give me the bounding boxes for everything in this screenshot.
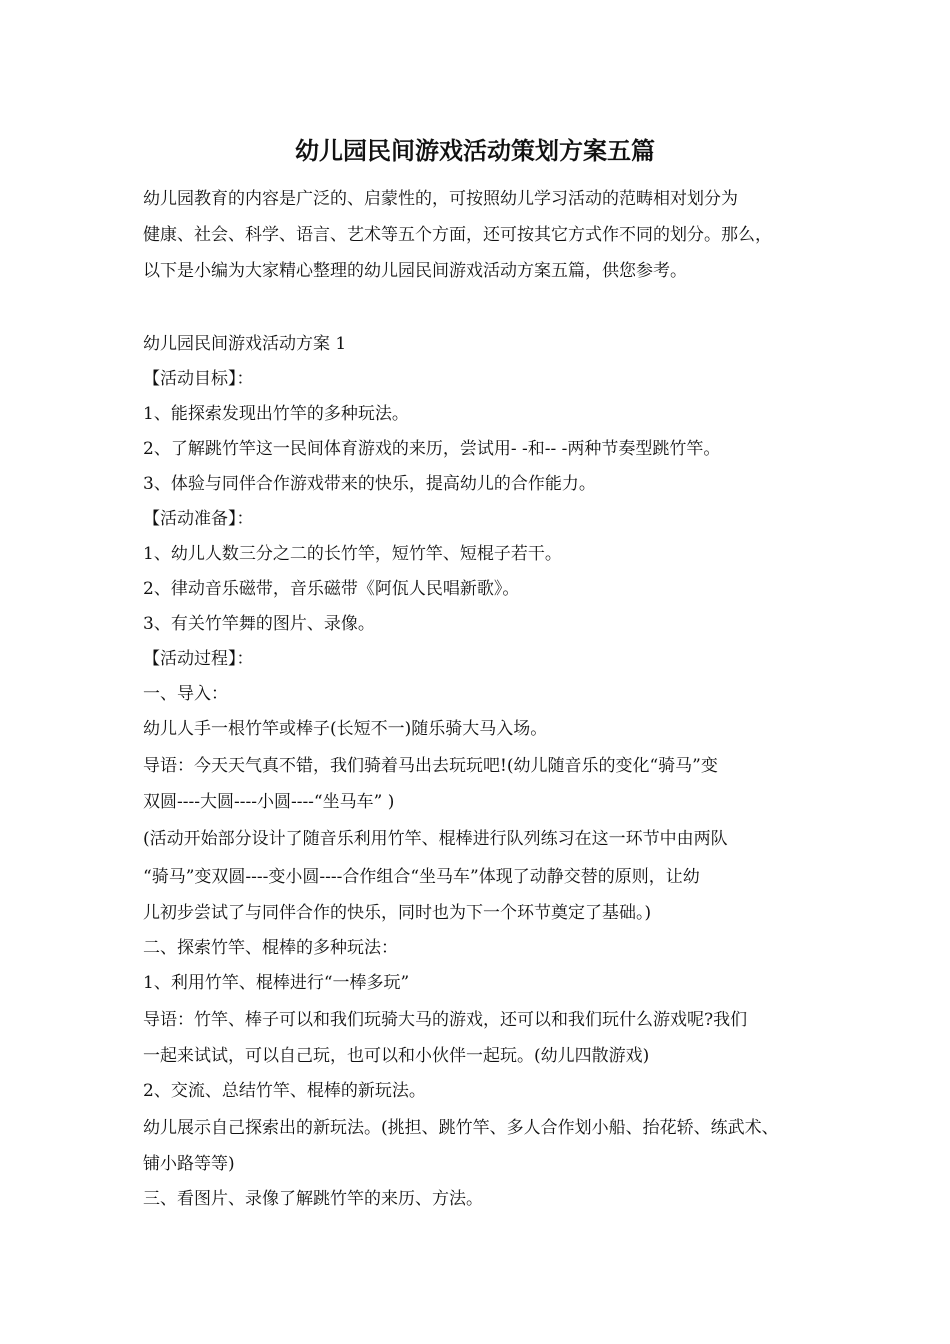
intro-line: 健康、社会、科学、语言、艺术等五个方面，还可按其它方式作不同的划分。那么， (143, 225, 772, 245)
text-line: 一起来试试，可以自己玩，也可以和小伙伴一起玩。(幼儿四散游戏) (143, 1046, 650, 1066)
text-line: 导语：今天天气真不错，我们骑着马出去玩玩吧!(幼儿随音乐的变化“骑马”变 (143, 756, 718, 776)
text-line: 一、导入： (143, 684, 228, 704)
text-line: 幼儿展示自己探索出的新玩法。(挑担、跳竹竿、多人合作划小船、抬花轿、练武术、 (143, 1118, 779, 1138)
text-line: 2、交流、总结竹竿、棍棒的新玩法。 (143, 1081, 426, 1101)
text-line: 2、了解跳竹竿这一民间体育游戏的来历，尝试用- -和-- -两种节奏型跳竹竿。 (143, 439, 721, 459)
intro-line: 以下是小编为大家精心整理的幼儿园民间游戏活动方案五篇，供您参考。 (143, 261, 687, 281)
intro-paragraph (143, 181, 823, 289)
text-line: 3、体验与同伴合作游戏带来的快乐，提高幼儿的合作能力。 (143, 474, 596, 494)
text-line: “骑马”变双圆----变小圆----合作组合“坐马车”体现了动静交替的原则，让幼 (143, 867, 700, 887)
document-title: 幼儿园民间游戏活动策划方案五篇 (295, 136, 655, 165)
text-line: 三、看图片、录像了解跳竹竿的来历、方法。 (143, 1189, 483, 1209)
text-line: 双圆----大圆----小圆----“坐马车” ) (143, 792, 395, 812)
text-line: 儿初步尝试了与同伴合作的快乐，同时也为下一个环节奠定了基础。) (143, 903, 652, 923)
section-heading: 幼儿园民间游戏活动方案 1 (143, 334, 347, 354)
text-line: 1、利用竹竿、棍棒进行“一棒多玩” (143, 973, 410, 993)
subheading-activity-process: 【活动过程】： (143, 649, 254, 669)
intro-line: 幼儿园教育的内容是广泛的、启蒙性的，可按照幼儿学习活动的范畴相对划分为 (143, 189, 738, 209)
subheading-activity-preparation: 【活动准备】： (143, 509, 254, 529)
text-line: 1、幼儿人数三分之二的长竹竿，短竹竿、短棍子若干。 (143, 544, 562, 564)
text-line: 2、律动音乐磁带，音乐磁带《阿佤人民唱新歌》。 (143, 579, 520, 599)
text-line: 铺小路等等) (143, 1154, 235, 1174)
text-line: 3、有关竹竿舞的图片、录像。 (143, 614, 375, 634)
text-line: (活动开始部分设计了随音乐利用竹竿、棍棒进行队列练习在这一环节中由两队 (143, 829, 728, 849)
text-line: 幼儿人手一根竹竿或棒子(长短不一)随乐骑大马入场。 (143, 719, 548, 739)
text-line: 导语：竹竿、棒子可以和我们玩骑大马的游戏，还可以和我们玩什么游戏呢?我们 (143, 1010, 748, 1030)
document-body (143, 327, 833, 1217)
text-line: 二、探索竹竿、棍棒的多种玩法： (143, 938, 398, 958)
text-line: 1、能探索发现出竹竿的多种玩法。 (143, 404, 409, 424)
subheading-activity-goals: 【活动目标】： (143, 369, 254, 389)
